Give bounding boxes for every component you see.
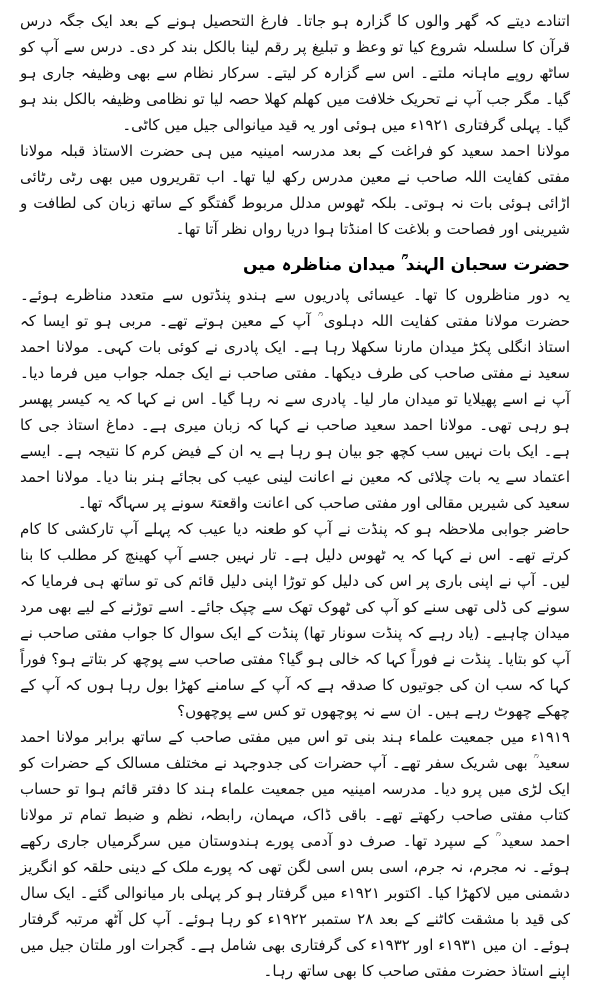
section-heading: حضرت سحبان الہند ؒ میدان مناظرہ میں [242,255,570,275]
paragraph: اتنادے دیتے کہ گھر والوں کا گزارہ ہو جاتا۔ فارغ التحصیل ہونے کے بعد ایک جگہ درس قرآن کا سلسلہ شروع کیا تو وعظ و تبلیغ پر رقم لینا بالکل بند کر دی۔ درس سے آپ کو ساٹھ روپے ماہانہ ملتے۔ اس سے گزارہ کر لیتے۔ سرکار نظام سے بھی وظیفہ جاری ہو گیا۔ مگر جب آپ نے تحریک خلافت میں کھلم کھلا حصہ لیا تو نظامی وظیفہ بالکل بند ہو گیا۔ پہلی گرفتاری ۱۹۲۱ء میں ہوئی اور یہ قید میانوالی جیل میں کاٹی۔ [20,12,570,134]
paragraph: حاضر جوابی ملاحظہ ہو کہ پنڈت نے آپ کو طعنہ دیا عیب کہ پہلے آپ تارکشی کا کام کرتے تھے۔ اس نے کہا کہ یہ ٹھوس دلیل ہے۔ تار نہیں جسے آپ کھینچ کر مطلب کا بنا لیں۔ آپ نے اپنی باری پر اس کی دلیل کو توڑا اپنی دلیل قائم کی تو ساتھ ہی فرمایا کہ سونے کی ڈلی تھی سنے کو آپ کی ٹھوک تھک سے چپک جائے۔ اسے توڑنے کے لیے بھی مرد میدان چاہیے۔ (یاد رہے کہ پنڈت سونار تھا) پنڈت کے ایک سوال کا جواب مفتی صاحب نے آپ کو بتایا۔ پنڈت نے فوراً کہا کہ خالی ہو گیا؟ مفتی صاحب سے پوچھ کر بتاتے ہو؟ فوراً کہا کہ سب ان کی جوتیوں کا صدقہ ہے کہ آپ کے سامنے کھڑا بول رہا ہوں کہ آپ کے چھکے چھوٹ رہے ہیں۔ ان سے نہ پوچھوں تو کس سے پوچھوں؟ [20,520,570,720]
paragraph: یہ دور مناظروں کا تھا۔ عیسائی پادریوں سے ہندو پنڈتوں سے متعدد مناظرے ہوئے۔ حضرت مولانا مفتی کفایت اللہ دہلوی ؒ آپ کے معین ہوتے تھے۔ مربی ہو تو ایسا کہ استاذ انگلی پکڑ میدان مارنا سکھلا رہا ہے۔ ایک پادری نے کوئی بات کہی۔ مولانا احمد سعید نے مفتی صاحب کی طرف دیکھا۔ مفتی صاحب نے ایک جملہ جواب میں فرما دیا۔ آپ نے اسے پھیلایا تو میدان مار لیا۔ پادری سے نہ رہا گیا۔ اس نے کہا کہ یہ کیسر پھسر ہو رہی تھی۔ مولانا احمد سعید صاحب نے کہا کہ زبان میری ہے۔ دماغ استاذ جی کا ہے۔ ایک بات نہیں سب کچھ جو بیان ہو رہا ہے یہ ان کے فیض کرم کا نتیجہ ہے۔ ایسے اعتماد سے یہ بات چلائی کہ معین نے اعانت لینی عیب کی بجائے ہنر بنا دیا۔ مولانا احمد سعید کی شیریں مقالی اور مفتی صاحب کی اعانت واقعتہً سونے پر سہاگہ تھا۔ [20,286,570,512]
intro-section [20,8,570,242]
paragraph: مولانا احمد سعید کو فراغت کے بعد مدرسہ امینیہ میں ہی حضرت الاستاذ قبلہ مولانا مفتی کفایت اللہ صاحب نے معین مدرس رکھ لیا تھا۔ اب تقریروں میں بھی رٹی رٹائی اڑائی ہوئی بات نہ ہوتی۔ بلکہ ٹھوس مدلل مربوط گفتگو کے ساتھ زبان کی لطافت و شیرینی اور فصاحت و بلاغت کا امنڈتا ہوا دریا رواں نظر آتا تھا۔ [20,142,570,238]
munazara-section [20,282,570,984]
paragraph: ۱۹۱۹ء میں جمعیت علماء ہند بنی تو اس میں مفتی صاحب کے ساتھ برابر مولانا احمد سعید ؒ بھی شریک سفر تھے۔ آپ حضرات کی جدوجہد نے مختلف مسالک کے حضرات کو ایک لڑی میں پرو دیا۔ مدرسہ امینیہ میں جمعیت علماء ہند کا دفتر قائم ہوا تو حساب کتاب مفتی صاحب رکھتے تھے۔ باقی ڈاک، مہمان، رابطہ، نظم و ضبط تمام تر مولانا احمد سعید ؒ کے سپرد تھا۔ صرف دو آدمی پورے ہندوستان میں سرگرمیاں جاری رکھے ہوئے۔ نہ مجرم، نہ جرم، اسی بس اسی لگن تھی کہ پورے ملک کے دینی حلقہ کو انگریز دشمنی میں لاکھڑا کیا۔ اکتوبر ۱۹۲۱ء میں گرفتار ہو کر پہلی بار میانوالی گئے۔ ایک سال کی قید با مشقت کاٹنے کے بعد ۲۸ ستمبر ۱۹۲۲ء کو رہا ہوئے۔ آپ کل آٹھ مرتبہ گرفتار ہوئے۔ ان میں ۱۹۳۱ء اور ۱۹۳۲ء کی گرفتاری بھی شامل ہے۔ گجرات اور ملتان جیل میں اپنے استاذ حضرت مفتی صاحب کا بھی ساتھ رہا۔ [20,728,570,980]
